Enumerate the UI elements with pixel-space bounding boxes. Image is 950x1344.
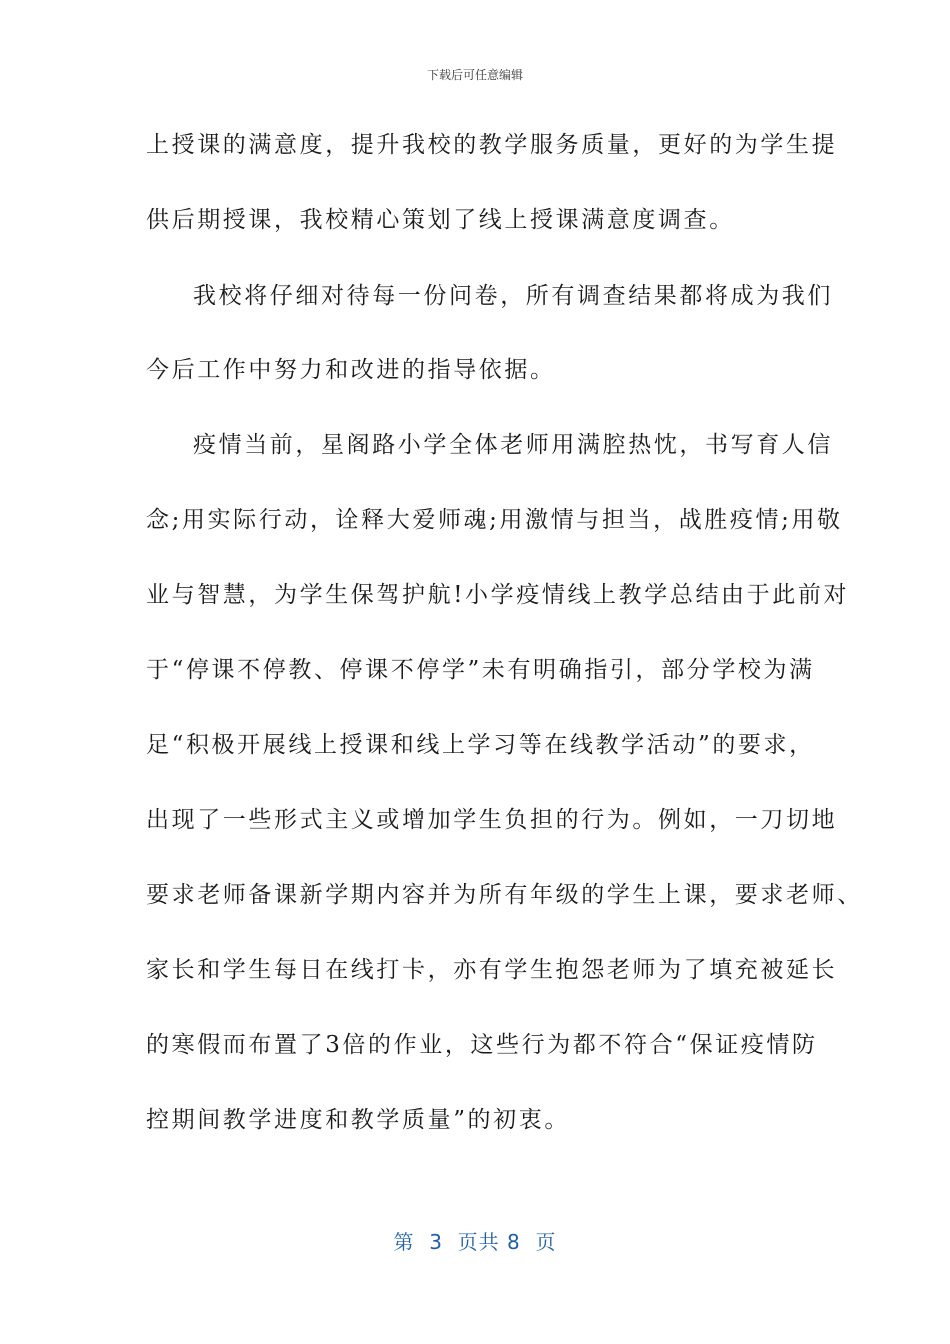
- text-line: 供后期授课，我校精心策划了线上授课满意度调查。: [146, 207, 735, 233]
- text-line: 疫情当前，星阁路小学全体老师用满腔热忱，书写育人信: [193, 432, 833, 458]
- text-line: 今后工作中努力和改进的指导依据。: [146, 357, 556, 383]
- text-line: 控期间教学进度和教学质量”的初衷。: [146, 1107, 570, 1133]
- text-line: 出现了一些形式主义或增加学生负担的行为。例如，一刀切地: [146, 807, 838, 833]
- text-line: 于“停课不停教、停课不停学”未有明确指引，部分学校为满: [146, 657, 815, 683]
- text-line: 的寒假而布置了3倍的作业，这些行为都不符合“保证疫情防: [146, 1032, 818, 1058]
- header-note: 下载后可任意编辑: [426, 68, 523, 82]
- page-number: 第 3 页共 8 页: [393, 1230, 557, 1254]
- text-line: 念;用实际行动，诠释大爱师魂;用激情与担当，战胜疫情;用敬: [146, 507, 843, 533]
- text-line: 家长和学生每日在线打卡，亦有学生抱怨老师为了填充被延长: [146, 957, 838, 983]
- text-line: 上授课的满意度，提升我校的教学服务质量，更好的为学生提: [146, 132, 838, 158]
- text-line: 要求老师备课新学期内容并为所有年级的学生上课，要求老师、: [146, 882, 863, 908]
- text-line: 我校将仔细对待每一份问卷，所有调查结果都将成为我们: [193, 283, 833, 309]
- text-line: 业与智慧，为学生保驾护航!小学疫情线上教学总结由于此前对: [146, 582, 850, 608]
- text-line: 足“积极开展线上授课和线上学习等在线教学活动”的要求，: [146, 732, 815, 758]
